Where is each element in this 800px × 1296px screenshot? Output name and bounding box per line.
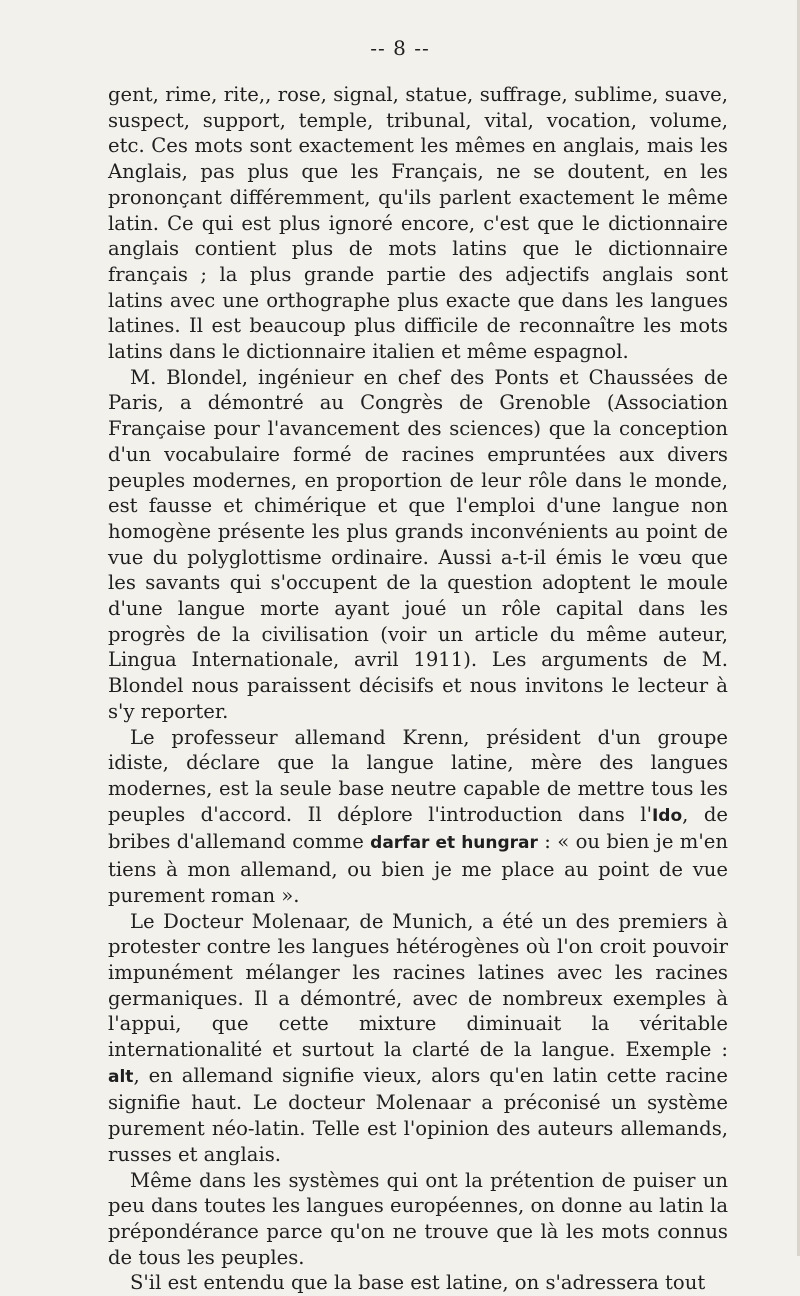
paragraph-3-text-a: Le professeur allemand Krenn, président d'un groupe idiste, déclare que la langue latine, mère des langues modernes, est la seule base neutre capable de mettre tous les peuples d'accord. Il déplore l'introduction dans l' (108, 725, 728, 826)
paragraph-3 (108, 725, 728, 909)
paragraph-5: Même dans les systèmes qui ont la prétention de puiser un peu dans toutes les langues européennes, on donne au latin la prépondérance parce qu'on ne trouve que là les mots connus de tous les peuples. (108, 1168, 728, 1269)
paragraph-4-text-b: , en allemand signifie vieux, alors qu'en latin cette racine signifie haut. Le docteur Molenaar a préconisé un système purement néo-latin. Telle est l'opinion des auteurs allemands, russes et anglais. (108, 1063, 728, 1166)
paragraph-6: S'il est entendu que la base est latine, on s'adressera tout (130, 1271, 706, 1295)
paragraph-1: gent, rime, rite,, rose, signal, statue, suffrage, sublime, suave, suspect, support, temple, tribunal, vital, vocation, volume, etc. Ces mots sont exactement les mêmes en anglais, mais les Anglais, pas plus que les Français, ne se doutent, en les prononçant différemment, qu'ils parlent exactement le même latin. Ce qui est plus ignoré encore, c'est que le dictionnaire anglais contient plus de mots latins que le dictionnaire français ; la plus grande partie des adjectifs anglais sont latins avec une orthographe plus exacte que dans les langues latines. Il est beaucoup plus difficile de reconnaître les mots latins dans le dictionnaire italien et même espagnol. (108, 83, 728, 364)
paragraph-2: M. Blondel, ingénieur en chef des Ponts et Chaussées de Paris, a démontré au Congrès de Grenoble (Association Française pour l'avancement des sciences) que la conception d'un vocabulaire formé de racines empruntées aux divers peuples modernes, en proportion de leur rôle dans le monde, est fausse et chimérique et que l'emploi d'une langue non homogène présente les plus grands inconvénients au point de vue du polyglottisme ordinaire. Aussi a-t-il émis le vœu que les savants qui s'occupent de la question adoptent le moule d'une langue morte ayant joué un rôle capital dans les progrès de la civilisation (voir un article du même auteur, Lingua Internationale, avril 1911). Les arguments de M. Blondel nous paraissent décisifs et nous invitons le lecteur à s'y reporter. (108, 365, 728, 723)
term-ido: Ido (651, 805, 683, 826)
term-alt: alt (108, 1066, 134, 1087)
body-text (108, 82, 728, 1296)
paragraph-3-text-c: : « ou bien je m'en tiens à mon allemand, ou bien je me place au point de vue purement roman ». (108, 830, 728, 907)
paragraph-4 (108, 909, 728, 1168)
paragraph-4-text-a: Le Docteur Molenaar, de Munich, a été un des premiers à protester contre les langues hétérogènes où l'on croit pouvoir impunément mélanger les racines latines avec les racines germaniques. Il a démontré, avec de nombreux exemples à l'appui, que cette mixture diminuait la véritable internationalité et surtout la clarté de la langue. Exemple : (108, 909, 728, 1062)
term-examples: darfar et hungrar (370, 833, 538, 854)
paragraph-3-text-b: , de bribes d'allemand comme (108, 802, 728, 854)
page-number: -- 8 -- (370, 36, 430, 60)
